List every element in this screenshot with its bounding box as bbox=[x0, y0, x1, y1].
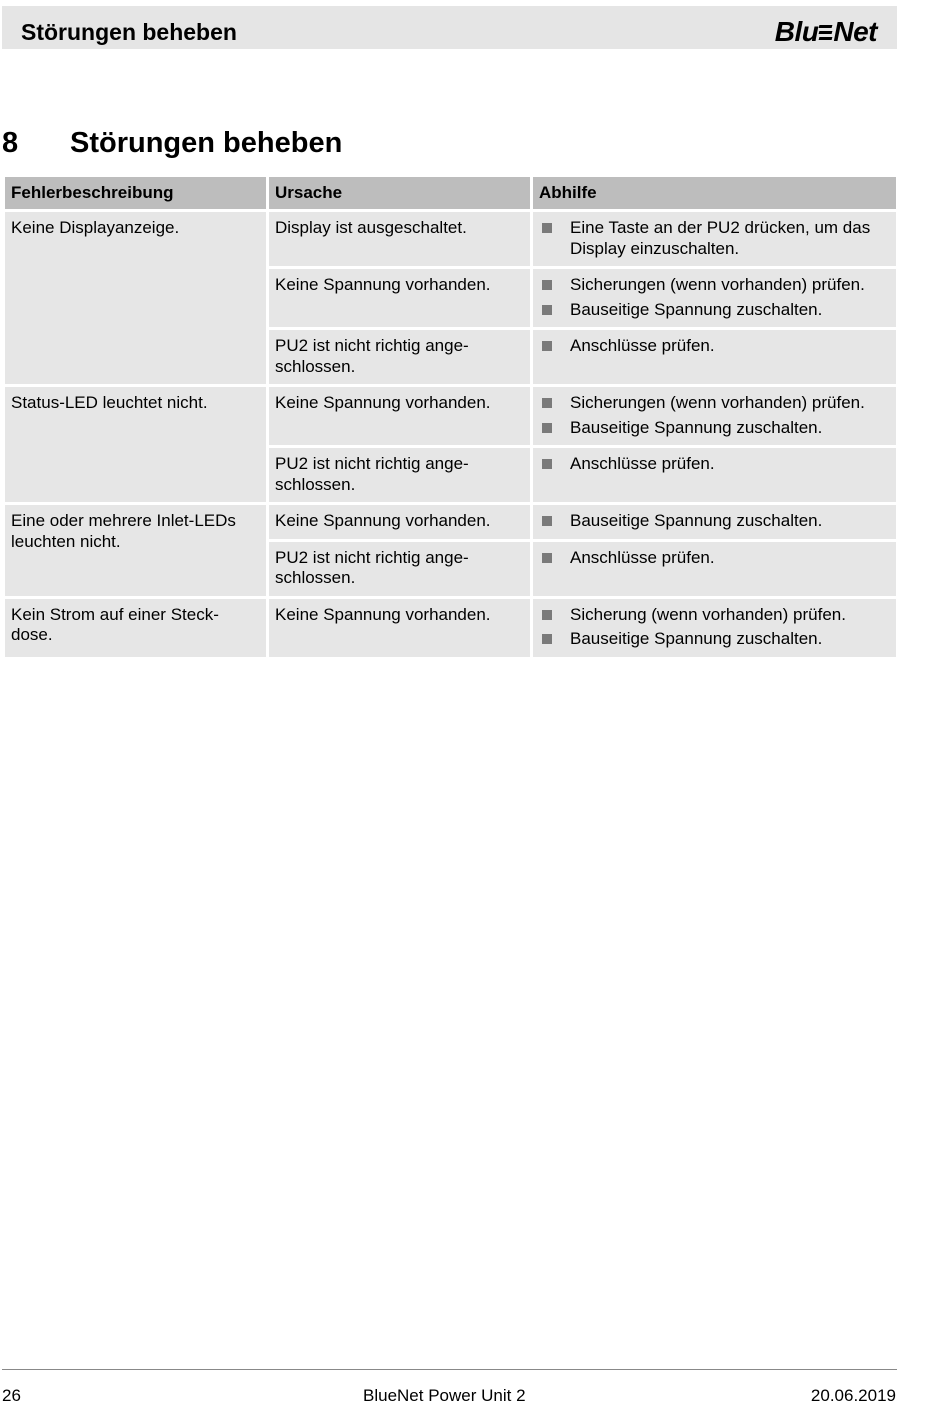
table-header-row bbox=[5, 177, 896, 209]
column-header-cause: Ursache bbox=[269, 177, 530, 209]
footer-divider bbox=[2, 1369, 897, 1370]
square-bullet-icon bbox=[542, 398, 552, 408]
square-bullet-icon bbox=[542, 553, 552, 563]
footer-date: 20.06.2019 bbox=[810, 1386, 896, 1405]
remedy-text: Anschlüsse prüfen. bbox=[570, 336, 715, 355]
fault-cell: Status-LED leuchtet nicht. bbox=[5, 387, 266, 502]
remedy-item bbox=[539, 275, 890, 296]
remedy-item bbox=[539, 454, 890, 475]
footer-document-title: BlueNet Power Unit 2 bbox=[363, 1386, 526, 1405]
troubleshooting-table bbox=[2, 174, 899, 660]
remedy-item bbox=[539, 418, 890, 439]
cause-cell: Display ist ausgeschaltet. bbox=[269, 212, 530, 266]
cause-cell: PU2 ist nicht richtig ange-schlossen. bbox=[269, 330, 530, 384]
bluenet-logo bbox=[775, 16, 877, 48]
header-title: Störungen beheben bbox=[21, 19, 237, 45]
footer-page-number: 26 bbox=[2, 1386, 21, 1405]
remedy-item bbox=[539, 393, 890, 414]
table-row bbox=[5, 599, 896, 657]
fault-cell: Kein Strom auf einer Steck-dose. bbox=[5, 599, 266, 657]
table-row bbox=[5, 212, 896, 266]
remedy-cell bbox=[533, 542, 896, 596]
chapter-title: Störungen beheben bbox=[70, 127, 343, 159]
remedy-cell bbox=[533, 330, 896, 384]
logo-text-right: Net bbox=[833, 16, 877, 47]
remedy-item bbox=[539, 300, 890, 321]
remedy-cell bbox=[533, 505, 896, 539]
square-bullet-icon bbox=[542, 423, 552, 433]
square-bullet-icon bbox=[542, 341, 552, 351]
square-bullet-icon bbox=[542, 459, 552, 469]
logo-text-left: Blu bbox=[774, 16, 819, 47]
cause-cell: Keine Spannung vorhanden. bbox=[269, 387, 530, 445]
column-header-remedy: Abhilfe bbox=[533, 177, 896, 209]
remedy-cell bbox=[533, 269, 896, 327]
remedy-text: Anschlüsse prüfen. bbox=[570, 547, 715, 567]
fault-cell: Keine Displayanzeige. bbox=[5, 212, 266, 384]
cause-cell: Keine Spannung vorhanden. bbox=[269, 599, 530, 657]
remedy-text: Eine Taste an der PU2 drücken, um das Display einzuschalten. bbox=[570, 218, 871, 258]
fault-cell: Eine oder mehrere Inlet-LEDs leuchten nicht. bbox=[5, 505, 266, 596]
cause-cell: PU2 ist nicht richtig ange-schlossen. bbox=[269, 542, 530, 596]
table-row bbox=[5, 387, 896, 445]
remedy-item bbox=[539, 629, 890, 650]
remedy-text: Bauseitige Spannung zuschalten. bbox=[570, 629, 823, 648]
remedy-item bbox=[539, 548, 890, 569]
remedy-item bbox=[539, 605, 890, 626]
square-bullet-icon bbox=[542, 516, 552, 526]
remedy-cell bbox=[533, 212, 896, 266]
remedy-text: Anschlüsse prüfen. bbox=[570, 454, 715, 473]
cause-cell: PU2 ist nicht richtig ange-schlossen. bbox=[269, 448, 530, 502]
cause-cell: Keine Spannung vorhanden. bbox=[269, 269, 530, 327]
remedy-text: Bauseitige Spannung zuschalten. bbox=[570, 511, 823, 530]
chapter-heading bbox=[2, 127, 342, 160]
chapter-number: 8 bbox=[2, 127, 19, 159]
remedy-text: Sicherungen (wenn vorhanden) prüfen. bbox=[570, 393, 865, 412]
square-bullet-icon bbox=[542, 305, 552, 315]
remedy-item bbox=[539, 511, 890, 532]
remedy-cell bbox=[533, 448, 896, 502]
remedy-text: Bauseitige Spannung zuschalten. bbox=[570, 417, 823, 437]
logo-bars-icon bbox=[819, 23, 832, 41]
remedy-text: Sicherung (wenn vorhanden) prüfen. bbox=[570, 604, 846, 624]
remedy-cell bbox=[533, 599, 896, 657]
table-row bbox=[5, 505, 896, 539]
square-bullet-icon bbox=[542, 610, 552, 620]
column-header-fault: Fehlerbeschreibung bbox=[5, 177, 266, 209]
remedy-item bbox=[539, 218, 890, 259]
remedy-cell bbox=[533, 387, 896, 445]
cause-cell: Keine Spannung vorhanden. bbox=[269, 505, 530, 539]
page-header bbox=[2, 6, 897, 49]
square-bullet-icon bbox=[542, 634, 552, 644]
remedy-text: Bauseitige Spannung zuschalten. bbox=[570, 299, 823, 319]
remedy-text: Sicherungen (wenn vorhanden) prüfen. bbox=[570, 275, 865, 294]
square-bullet-icon bbox=[542, 223, 552, 233]
square-bullet-icon bbox=[542, 280, 552, 290]
remedy-item bbox=[539, 336, 890, 357]
